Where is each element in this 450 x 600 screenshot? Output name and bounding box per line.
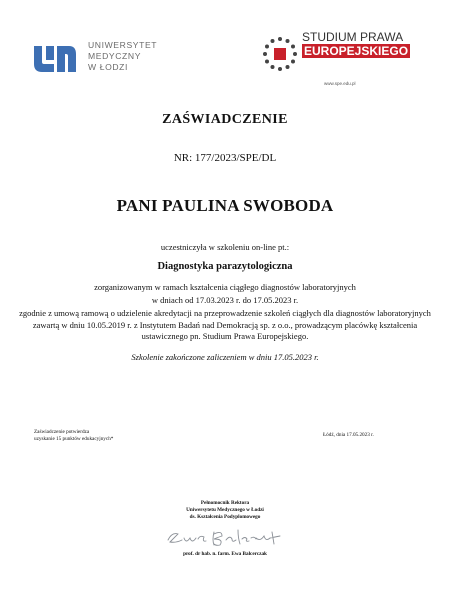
university-name-line: MEDYCZNY <box>88 51 142 61</box>
agreement-line: zawartą w dniu 10.05.2019 r. z Instytutem Badań nad Demokracją sp. z o.o., prowadzącym placówkę kształcenia <box>32 319 418 330</box>
eu-stars-icon <box>260 34 300 74</box>
document-number: NR: 177/2023/SPE/DL <box>173 152 277 164</box>
points-line: uzyskanie 15 punktów edukacyjnych* <box>34 436 114 442</box>
points-line: Zaświadczenie potwierdza <box>34 429 90 435</box>
university-name-line: UNIWERSYTET <box>88 40 158 50</box>
signatory-line: ds. Kształcenia Podyplomowego <box>189 514 261 520</box>
course-title: Diagnostyka parazytologiczna <box>157 261 293 272</box>
agreement-line: ustawicznego pn. Studium Prawa Europejskiego. <box>141 331 309 341</box>
signatory-name: prof. dr hab. n. farm. Ewa Balcerczak <box>183 551 267 557</box>
signatory-line: Pełnomocnik Rektora <box>200 500 250 506</box>
spe-logo <box>258 30 428 92</box>
signatory-title <box>0 500 450 521</box>
university-logo <box>30 38 165 82</box>
agreement-line: zgodnie z umową ramową o udzielenie akredytacji na przeprowadzenie szkoleń ciągłych dla diagnostów laboratoryjnych <box>19 308 431 318</box>
university-name-line: W ŁODZI <box>88 62 129 72</box>
signatory-line: Uniwersytetu Medycznego w Łodzi <box>186 507 264 513</box>
signature-scribble <box>150 524 300 550</box>
university-name <box>88 40 157 73</box>
spe-logo-title <box>302 30 428 58</box>
spe-url: www.spe.edu.pl <box>324 81 356 86</box>
spe-title-line1: STUDIUM PRAWA <box>302 30 404 44</box>
course-context: zorganizowanym w ramach kształcenia ciągłego diagnostów laboratoryjnych <box>94 282 356 292</box>
spe-title-line2: EUROPEJSKIEGO <box>304 44 409 58</box>
recipient-name: PANI PAULINA SWOBODA <box>116 196 334 215</box>
course-dates: w dniach od 17.03.2023 r. do 17.05.2023 r. <box>151 295 299 305</box>
um-logo-icon <box>30 38 84 78</box>
agreement-text <box>0 308 450 343</box>
place-date: Łódź, dnia 17.05.2023 r. <box>323 432 374 438</box>
handwritten-signature <box>150 524 300 550</box>
points-note <box>34 429 113 443</box>
document-title: ZAŚWIADCZENIE <box>162 112 288 127</box>
completion-note: Szkolenie zakończone zaliczeniem w dniu 17.05.2023 r. <box>131 352 319 362</box>
intro-text: uczestniczyła w szkoleniu on-line pt.: <box>160 242 290 252</box>
